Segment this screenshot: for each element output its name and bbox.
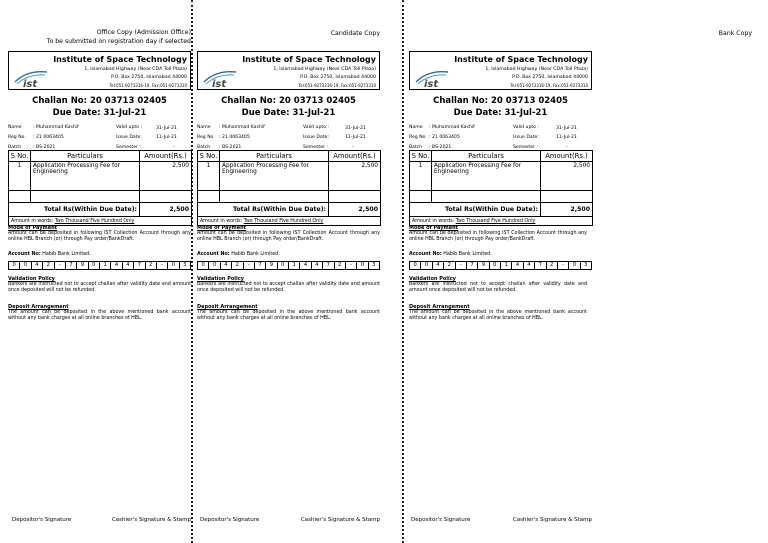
col-particulars: Particulars — [31, 151, 140, 162]
fee-table-header — [9, 151, 192, 162]
account-digit: 9 — [478, 262, 489, 269]
batch-value: : BS-2021 — [429, 145, 452, 150]
institute-contact: Tel:051-9273316-19, Fax:051-9273310 — [298, 83, 376, 88]
account-digit: 4 — [300, 262, 311, 269]
account-digit: - — [558, 262, 569, 269]
account-label: Account No: — [409, 252, 442, 257]
account-digit: 0 — [278, 262, 289, 269]
bank-name: Habib Bank Limited. — [42, 252, 91, 257]
reg-label: Reg No — [8, 135, 25, 140]
row-sno: 1 — [198, 162, 220, 191]
deposit-title: Deposit Arrangement — [8, 304, 69, 310]
payment-text: Amount can be deposited in following IST Collection Account through any online HBL Branch (or) through Pay order/BankDraft. — [8, 231, 191, 242]
institute-name: Institute of Space Technology — [454, 55, 588, 64]
account-digit: 4 — [524, 262, 535, 269]
account-digit: 0 — [209, 262, 220, 269]
total-label: Total Rs(Within Due Date): — [9, 203, 140, 217]
cashier-signature: Cashier's Signature & Stamp — [512, 517, 592, 523]
copy-title-line2: To be submitted on registration day if selected — [46, 38, 191, 45]
account-digit: 3 — [584, 262, 588, 268]
deposit-text: The amount can be deposited in the above mentioned bank account without any bank charges at all online branches of HBL. — [409, 310, 587, 321]
col-amount: Amount(Rs.) — [329, 151, 381, 162]
account-digit: - — [55, 262, 66, 269]
account-digit: - — [456, 262, 467, 269]
account-digit: 0 — [569, 262, 580, 269]
account-digit: 0 — [410, 262, 421, 269]
institute-name: Institute of Space Technology — [53, 55, 187, 64]
row-particular: Application Processing Fee for Engineering — [31, 162, 140, 191]
issue-label: Issue Date: — [513, 135, 539, 140]
row-amount: 2,500 — [541, 162, 593, 191]
table-row — [410, 162, 593, 191]
col-amount: Amount(Rs.) — [140, 151, 192, 162]
office-copy — [8, 0, 191, 543]
due-date: Due Date: 31-Jul-21 — [52, 108, 147, 118]
fee-table-header — [410, 151, 593, 162]
account-line — [409, 252, 492, 257]
semester-label: Semester : — [116, 145, 141, 150]
copy-title — [719, 29, 752, 38]
total-row — [9, 203, 192, 217]
account-digit: 7 — [134, 262, 145, 269]
account-digit: 1 — [100, 262, 111, 269]
valid-label: Valid upto : — [116, 125, 142, 130]
candidate-copy — [197, 0, 380, 543]
account-digit: 4 — [111, 262, 122, 269]
depositor-signature: Depositor's Signature — [411, 517, 471, 523]
challan-number: Challan No: 20 03713 02405 — [221, 96, 356, 106]
account-digit: 7 — [467, 262, 478, 269]
issue-label: Issue Date: — [303, 135, 329, 140]
ist-logo-icon — [414, 68, 450, 88]
depositor-signature: Depositor's Signature — [12, 517, 72, 523]
batch-label: Batch — [8, 145, 22, 150]
student-name: : Muhammad Kashif — [429, 125, 475, 130]
semester-label: Semester : — [513, 145, 538, 150]
challan-number: Challan No: 20 03713 02405 — [32, 96, 167, 106]
valid-date: 31-Jul-21 — [556, 126, 577, 131]
blank-row — [9, 191, 192, 203]
account-digits — [8, 261, 191, 270]
payment-title: Mode of Payment — [197, 225, 247, 231]
total-label: Total Rs(Within Due Date): — [410, 203, 541, 217]
total-row — [198, 203, 381, 217]
ist-logo-icon — [13, 68, 49, 88]
copy-title — [47, 28, 191, 46]
account-line — [197, 252, 280, 257]
account-digit: 4 — [433, 262, 444, 269]
account-digit: 3 — [183, 262, 187, 268]
batch-value: : BS-2021 — [33, 145, 56, 150]
account-digit: 2 — [547, 262, 558, 269]
account-digit: - — [244, 262, 255, 269]
words-value: Two Thousand Five Hundred Only — [54, 218, 135, 224]
student-name: : Muhammad Kashif — [33, 125, 79, 130]
account-digit: 7 — [535, 262, 546, 269]
batch-label: Batch — [409, 145, 423, 150]
validation-title: Validation Policy — [8, 276, 55, 282]
col-sno: S No. — [410, 151, 432, 162]
col-amount: Amount(Rs.) — [541, 151, 593, 162]
institute-address1: 1, Islamabad Highway (Near CDA Toll Plaza) — [84, 67, 187, 72]
words-value: Two Thousand Five Hundred Only — [455, 218, 536, 224]
row-sno: 1 — [9, 162, 31, 191]
account-digits — [409, 261, 592, 270]
account-digit: 9 — [266, 262, 277, 269]
copy-title-line1: Candidate Copy — [330, 30, 380, 37]
cashier-signature: Cashier's Signature & Stamp — [300, 517, 380, 523]
due-date: Due Date: 31-Jul-21 — [453, 108, 548, 118]
blank-row — [198, 191, 381, 203]
fee-table-header — [198, 151, 381, 162]
reg-number: : 21 0063405 — [429, 135, 460, 140]
row-particular: Application Processing Fee for Engineering — [220, 162, 329, 191]
semester-value: - — [566, 145, 568, 150]
table-row — [9, 162, 192, 191]
institute-header — [197, 51, 380, 90]
account-digits — [197, 261, 380, 270]
bank-name: Habib Bank Limited. — [443, 252, 492, 257]
issue-date: 11-Jul-21 — [345, 135, 366, 140]
issue-date: 11-Jul-21 — [556, 135, 577, 140]
account-label: Account No: — [8, 252, 41, 257]
account-digit: 7 — [323, 262, 334, 269]
institute-address2: P.O. Box 2750, Islamabad 44000 — [512, 75, 588, 80]
student-name: : Muhammad Kashif — [219, 125, 265, 130]
deposit-title: Deposit Arrangement — [409, 304, 470, 310]
valid-label: Valid upto : — [513, 125, 539, 130]
batch-label: Batch — [197, 145, 211, 150]
account-digit: - — [157, 262, 168, 269]
reg-number: : 21 0063405 — [33, 135, 64, 140]
account-digit: 4 — [32, 262, 43, 269]
blank-row — [410, 191, 593, 203]
fee-table — [409, 150, 593, 226]
cashier-signature: Cashier's Signature & Stamp — [111, 517, 191, 523]
account-digit: 2 — [232, 262, 243, 269]
account-digit: 1 — [501, 262, 512, 269]
payment-title: Mode of Payment — [409, 225, 459, 231]
institute-address1: 1, Islamabad Highway (Near CDA Toll Plaza) — [485, 67, 588, 72]
valid-label: Valid upto : — [303, 125, 329, 130]
fee-table — [8, 150, 192, 226]
copy-title-line1: Office Copy (Admission Office) — [96, 29, 191, 36]
validation-title: Validation Policy — [409, 276, 456, 282]
row-amount: 2,500 — [140, 162, 192, 191]
validation-text: Bankers are instructed not to accept challan after validity date and amount once deposited will not be refunded. — [8, 282, 191, 293]
institute-header — [8, 51, 191, 90]
account-digit: 7 — [255, 262, 266, 269]
deposit-title: Deposit Arrangement — [197, 304, 258, 310]
payment-title: Mode of Payment — [8, 225, 58, 231]
total-amount: 2,500 — [140, 203, 192, 217]
total-row — [410, 203, 593, 217]
ist-logo-icon — [202, 68, 238, 88]
account-digit: 4 — [312, 262, 323, 269]
institute-address1: 1, Islamabad Highway (Near CDA Toll Plaza) — [273, 67, 376, 72]
account-digit: 0 — [490, 262, 501, 269]
account-digit: - — [346, 262, 357, 269]
total-label: Total Rs(Within Due Date): — [198, 203, 329, 217]
valid-date: 31-Jul-21 — [156, 126, 177, 131]
copy-title-line1: Bank Copy — [718, 30, 752, 37]
depositor-signature: Depositor's Signature — [200, 517, 260, 523]
account-digit: 0 — [89, 262, 100, 269]
account-digit: 7 — [66, 262, 77, 269]
account-label: Account No: — [197, 252, 230, 257]
account-digit: 2 — [43, 262, 54, 269]
deposit-text: The amount can be deposited in the above mentioned bank account without any bank charges at all online branches of HBL. — [8, 310, 191, 321]
account-digit: 9 — [77, 262, 88, 269]
reg-label: Reg No — [409, 135, 426, 140]
reg-number: : 21 0063405 — [219, 135, 250, 140]
semester-label: Semester : — [303, 145, 328, 150]
words-label: Amount in words: — [11, 218, 54, 224]
account-digit: 2 — [335, 262, 346, 269]
bank-name: Habib Bank Limited. — [231, 252, 280, 257]
validation-text: Bankers are instructed not to accept challan after validity date and amount once deposited will not be refunded. — [409, 282, 587, 293]
account-digit: 0 — [357, 262, 368, 269]
institute-address2: P.O. Box 2750, Islamabad 44000 — [300, 75, 376, 80]
copy-title — [331, 29, 380, 38]
row-sno: 1 — [410, 162, 432, 191]
row-particular: Application Processing Fee for Engineering — [432, 162, 541, 191]
payment-text: Amount can be deposited in following IST Collection Account through any online HBL Branch (or) through Pay order/BankDraft. — [197, 231, 380, 242]
account-line — [8, 252, 91, 257]
account-digit: 0 — [198, 262, 209, 269]
account-digit: 3 — [372, 262, 376, 268]
total-amount: 2,500 — [329, 203, 381, 217]
divider-right — [402, 0, 404, 543]
col-particulars: Particulars — [432, 151, 541, 162]
account-digit: 4 — [123, 262, 134, 269]
name-label: Name — [8, 125, 22, 130]
challan-number: Challan No: 20 03713 02405 — [433, 96, 568, 106]
institute-address2: P.O. Box 2750, Islamabad 44000 — [111, 75, 187, 80]
account-digit: 0 — [168, 262, 179, 269]
validation-title: Validation Policy — [197, 276, 244, 282]
issue-label: Issue Date: — [116, 135, 142, 140]
institute-contact: Tel:051-9273316-19, Fax:051-9273310 — [109, 83, 187, 88]
account-digit: 4 — [512, 262, 523, 269]
words-label: Amount in words: — [200, 218, 243, 224]
total-amount: 2,500 — [541, 203, 593, 217]
row-amount: 2,500 — [329, 162, 381, 191]
batch-value: : BS-2021 — [219, 145, 242, 150]
institute-name: Institute of Space Technology — [242, 55, 376, 64]
col-sno: S No. — [9, 151, 31, 162]
deposit-text: The amount can be deposited in the above mentioned bank account without any bank charges at all online branches of HBL. — [197, 310, 380, 321]
account-digit: 2 — [444, 262, 455, 269]
col-sno: S No. — [198, 151, 220, 162]
account-digit: 1 — [289, 262, 300, 269]
words-value: Two Thousand Five Hundred Only — [243, 218, 324, 224]
institute-contact: Tel:051-9273316-19, Fax:051-9273310 — [510, 83, 588, 88]
name-label: Name — [197, 125, 211, 130]
valid-date: 31-Jul-21 — [345, 126, 366, 131]
institute-header — [409, 51, 592, 90]
account-digit: 0 — [9, 262, 20, 269]
semester-value: - — [352, 145, 354, 150]
divider-left — [191, 0, 193, 543]
account-digit: 0 — [20, 262, 31, 269]
table-row — [198, 162, 381, 191]
semester-value: - — [173, 145, 175, 150]
words-label: Amount in words: — [412, 218, 455, 224]
validation-text: Bankers are instructed not to accept challan after validity date and amount once deposited will not be refunded. — [197, 282, 380, 293]
reg-label: Reg No — [197, 135, 214, 140]
fee-table — [197, 150, 381, 226]
issue-date: 11-Jul-21 — [156, 135, 177, 140]
col-particulars: Particulars — [220, 151, 329, 162]
due-date: Due Date: 31-Jul-21 — [241, 108, 336, 118]
payment-text: Amount can be deposited in following IST Collection Account through any online HBL Branch (or) through Pay order/BankDraft. — [409, 231, 587, 242]
name-label: Name — [409, 125, 423, 130]
bank-copy-body — [409, 0, 592, 543]
account-digit: 4 — [221, 262, 232, 269]
account-digit: 0 — [421, 262, 432, 269]
account-digit: 2 — [146, 262, 157, 269]
